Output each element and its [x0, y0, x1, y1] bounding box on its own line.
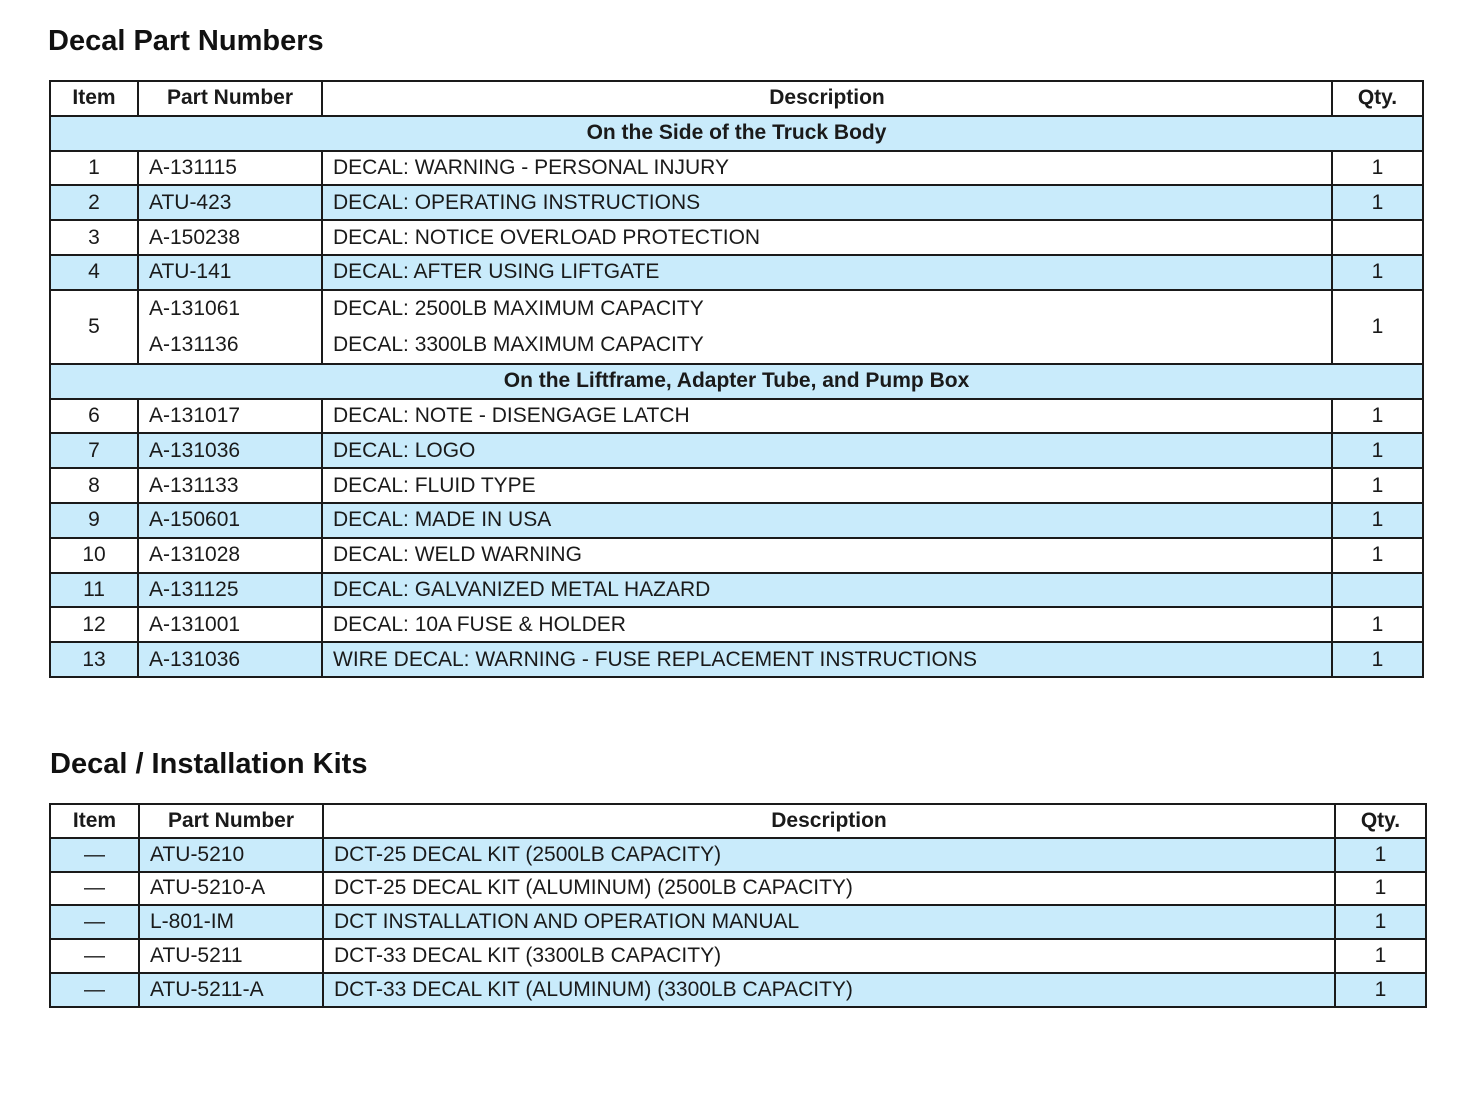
item-cell: —: [50, 838, 139, 872]
description-cell: DECAL: FLUID TYPE: [322, 468, 1332, 503]
part-number-cell: A-150238: [138, 220, 322, 255]
qty-cell: 1: [1332, 290, 1423, 364]
item-cell: 3: [50, 220, 138, 255]
item-cell: 10: [50, 538, 138, 573]
part-number-cell: A-131028: [138, 538, 322, 573]
item-cell: 12: [50, 607, 138, 642]
table-row: [50, 433, 1423, 468]
part-number-cell: A-131125: [138, 573, 322, 608]
table-row: [50, 220, 1423, 255]
table-row: [50, 399, 1423, 434]
table-row: [50, 151, 1423, 186]
part-number-cell: A-131036: [138, 433, 322, 468]
item-cell: 11: [50, 573, 138, 608]
qty-cell: 1: [1335, 872, 1426, 906]
description-cell: DECAL: NOTE - DISENGAGE LATCH: [322, 399, 1332, 434]
part-number-cell: A-131133: [138, 468, 322, 503]
part-number-cell: ATU-423: [138, 185, 322, 220]
qty-cell: 1: [1332, 151, 1423, 186]
item-cell: 2: [50, 185, 138, 220]
qty-cell: 1: [1332, 538, 1423, 573]
item-cell: 5: [50, 290, 138, 364]
qty-cell: [1332, 573, 1423, 608]
part-number-line: A-131136: [149, 332, 239, 356]
qty-cell: 1: [1332, 399, 1423, 434]
description-cell: DECAL: LOGO: [322, 433, 1332, 468]
table-row: [50, 939, 1426, 973]
part-number-cell: ATU-5210-A: [139, 872, 323, 906]
qty-cell: 1: [1332, 255, 1423, 290]
item-cell: 7: [50, 433, 138, 468]
part-number-cell: [138, 290, 322, 364]
qty-cell: 1: [1335, 905, 1426, 939]
qty-cell: 1: [1332, 185, 1423, 220]
part-number-cell: A-131115: [138, 151, 322, 186]
item-cell: —: [50, 973, 139, 1007]
item-cell: —: [50, 872, 139, 906]
part-number-cell: L-801-IM: [139, 905, 323, 939]
description-cell: DECAL: GALVANIZED METAL HAZARD: [322, 573, 1332, 608]
installation-kits-title: Decal / Installation Kits: [50, 748, 368, 780]
qty-cell: 1: [1332, 468, 1423, 503]
item-cell: 9: [50, 503, 138, 538]
qty-cell: 1: [1332, 433, 1423, 468]
table-row: [50, 872, 1426, 906]
item-cell: 13: [50, 642, 138, 677]
column-header-description: Description: [323, 804, 1335, 838]
item-cell: 1: [50, 151, 138, 186]
part-number-cell: A-131001: [138, 607, 322, 642]
table-row: [50, 905, 1426, 939]
column-header-part-number: Part Number: [139, 804, 323, 838]
item-cell: 4: [50, 255, 138, 290]
description-cell: DCT-33 DECAL KIT (ALUMINUM) (3300LB CAPACITY): [323, 973, 1335, 1007]
description-cell: DCT-33 DECAL KIT (3300LB CAPACITY): [323, 939, 1335, 973]
table-row: [50, 503, 1423, 538]
section-heading-row: [50, 364, 1423, 399]
table-row: [50, 607, 1423, 642]
column-header-description: Description: [322, 81, 1332, 116]
section-heading: On the Side of the Truck Body: [50, 116, 1423, 151]
table-row: [50, 973, 1426, 1007]
description-cell: DECAL: MADE IN USA: [322, 503, 1332, 538]
part-number-cell: A-131036: [138, 642, 322, 677]
column-header-part-number: Part Number: [138, 81, 322, 116]
qty-cell: 1: [1335, 973, 1426, 1007]
part-number-line: A-131061: [149, 296, 241, 320]
qty-cell: 1: [1332, 642, 1423, 677]
header-row: [50, 81, 1423, 116]
description-line: DECAL: 2500LB MAXIMUM CAPACITY: [333, 296, 704, 320]
table-row: [50, 255, 1423, 290]
description-cell: DECAL: AFTER USING LIFTGATE: [322, 255, 1332, 290]
installation-kits-table: [49, 803, 1427, 1008]
column-header-qty: Qty.: [1335, 804, 1426, 838]
description-cell: DCT INSTALLATION AND OPERATION MANUAL: [323, 905, 1335, 939]
description-cell: [322, 290, 1332, 364]
decal-part-numbers-table: [49, 80, 1424, 678]
part-number-cell: A-150601: [138, 503, 322, 538]
item-cell: —: [50, 905, 139, 939]
column-header-item: Item: [50, 804, 139, 838]
table-row: [50, 290, 1423, 364]
qty-cell: 1: [1335, 838, 1426, 872]
decal-part-numbers-title: Decal Part Numbers: [48, 25, 324, 57]
table-row: [50, 185, 1423, 220]
description-cell: DCT-25 DECAL KIT (2500LB CAPACITY): [323, 838, 1335, 872]
description-cell: DECAL: NOTICE OVERLOAD PROTECTION: [322, 220, 1332, 255]
description-line: DECAL: 3300LB MAXIMUM CAPACITY: [333, 332, 704, 356]
part-number-cell: ATU-5211: [139, 939, 323, 973]
column-header-item: Item: [50, 81, 138, 116]
qty-cell: 1: [1332, 503, 1423, 538]
item-cell: 8: [50, 468, 138, 503]
qty-cell: 1: [1335, 939, 1426, 973]
table-row: [50, 538, 1423, 573]
table-row: [50, 468, 1423, 503]
header-row: [50, 804, 1426, 838]
part-number-cell: ATU-141: [138, 255, 322, 290]
section-heading-row: [50, 116, 1423, 151]
description-cell: DECAL: WARNING - PERSONAL INJURY: [322, 151, 1332, 186]
description-cell: DECAL: WELD WARNING: [322, 538, 1332, 573]
table-row: [50, 838, 1426, 872]
description-cell: DECAL: OPERATING INSTRUCTIONS: [322, 185, 1332, 220]
part-number-cell: ATU-5211-A: [139, 973, 323, 1007]
part-number-cell: ATU-5210: [139, 838, 323, 872]
section-heading: On the Liftframe, Adapter Tube, and Pump Box: [50, 364, 1423, 399]
table-row: [50, 573, 1423, 608]
item-cell: —: [50, 939, 139, 973]
column-header-qty: Qty.: [1332, 81, 1423, 116]
qty-cell: [1332, 220, 1423, 255]
item-cell: 6: [50, 399, 138, 434]
description-cell: DCT-25 DECAL KIT (ALUMINUM) (2500LB CAPACITY): [323, 872, 1335, 906]
part-number-cell: A-131017: [138, 399, 322, 434]
description-cell: WIRE DECAL: WARNING - FUSE REPLACEMENT INSTRUCTIONS: [322, 642, 1332, 677]
description-cell: DECAL: 10A FUSE & HOLDER: [322, 607, 1332, 642]
qty-cell: 1: [1332, 607, 1423, 642]
table-row: [50, 642, 1423, 677]
